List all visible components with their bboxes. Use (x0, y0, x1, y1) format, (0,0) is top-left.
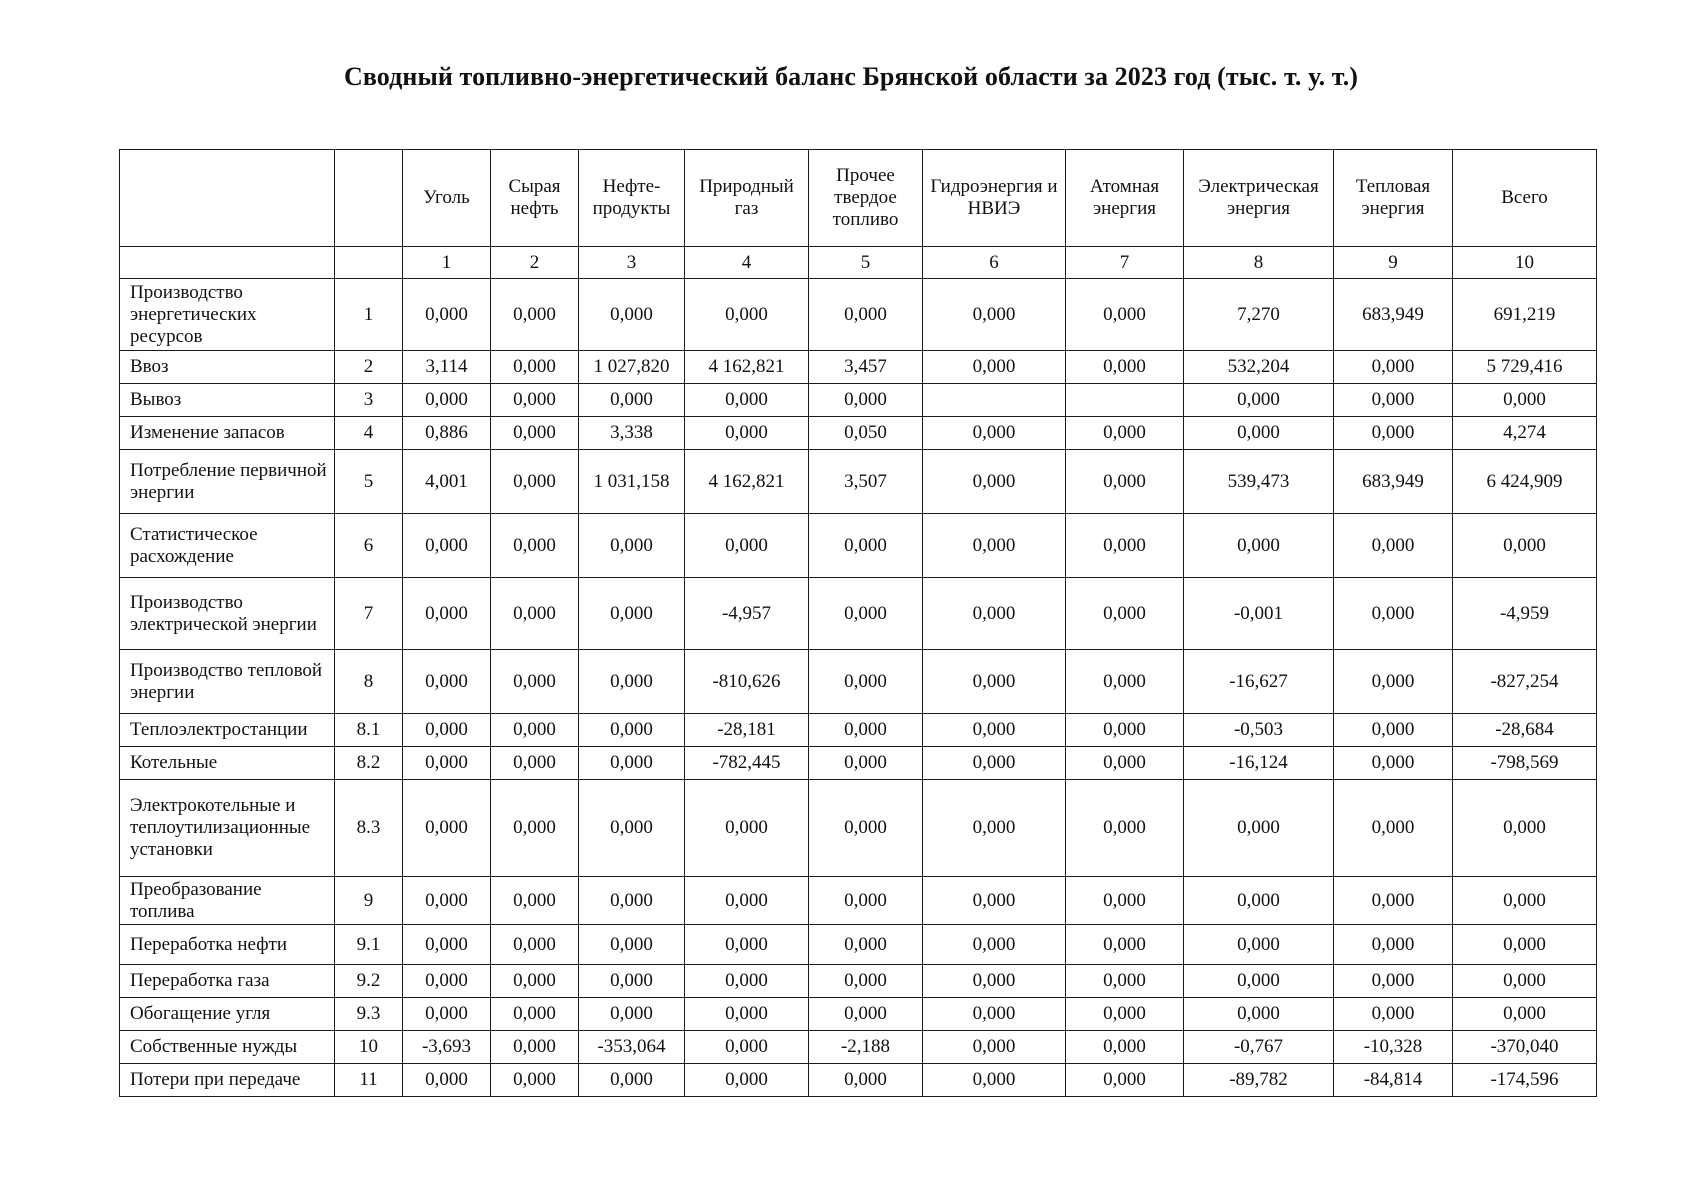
value-cell: 0,000 (685, 514, 809, 578)
value-cell: 3,457 (809, 351, 923, 384)
value-cell: 0,000 (403, 747, 491, 780)
value-cell: -10,328 (1334, 1031, 1453, 1064)
row-label: Переработка нефти (120, 925, 335, 965)
value-cell: 0,000 (685, 279, 809, 351)
value-cell: 0,000 (685, 925, 809, 965)
value-cell: -827,254 (1453, 650, 1597, 714)
value-cell: 0,000 (1334, 514, 1453, 578)
table-row (120, 714, 1597, 747)
value-cell: 0,000 (491, 998, 579, 1031)
value-cell: 0,000 (809, 279, 923, 351)
value-cell: 0,000 (809, 747, 923, 780)
column-number: 6 (923, 247, 1066, 279)
row-label: Собственные нужды (120, 1031, 335, 1064)
row-code: 8.2 (335, 747, 403, 780)
value-cell: -16,627 (1184, 650, 1334, 714)
value-cell: -0,001 (1184, 578, 1334, 650)
value-cell: 0,000 (491, 780, 579, 877)
value-cell: 0,000 (685, 384, 809, 417)
value-cell: 0,000 (1453, 780, 1597, 877)
value-cell: 0,000 (579, 384, 685, 417)
header-corner (120, 150, 335, 247)
row-code: 1 (335, 279, 403, 351)
value-cell: 0,000 (579, 877, 685, 925)
row-code: 9.2 (335, 965, 403, 998)
value-cell: 0,000 (579, 747, 685, 780)
value-cell: 0,000 (1066, 747, 1184, 780)
value-cell: -3,693 (403, 1031, 491, 1064)
table-body (120, 279, 1597, 1097)
value-cell: 0,000 (491, 279, 579, 351)
value-cell: 0,000 (579, 714, 685, 747)
value-cell: 0,000 (1066, 514, 1184, 578)
value-cell: 0,000 (923, 514, 1066, 578)
value-cell: 0,000 (923, 1064, 1066, 1097)
value-cell: 0,000 (1184, 417, 1334, 450)
value-cell: 0,000 (809, 965, 923, 998)
value-cell: -174,596 (1453, 1064, 1597, 1097)
value-cell: 0,000 (579, 925, 685, 965)
row-code: 9.1 (335, 925, 403, 965)
value-cell: 3,338 (579, 417, 685, 450)
table-row (120, 351, 1597, 384)
value-cell: -28,181 (685, 714, 809, 747)
table-row (120, 925, 1597, 965)
value-cell: 683,949 (1334, 279, 1453, 351)
column-number: 1 (403, 247, 491, 279)
value-cell: 0,000 (809, 714, 923, 747)
value-cell: 0,000 (403, 279, 491, 351)
value-cell: -370,040 (1453, 1031, 1597, 1064)
value-cell: -89,782 (1184, 1064, 1334, 1097)
value-cell: 0,000 (491, 450, 579, 514)
column-number: 3 (579, 247, 685, 279)
column-header: Атомная энергия (1066, 150, 1184, 247)
row-code: 8.1 (335, 714, 403, 747)
value-cell: 0,000 (923, 650, 1066, 714)
value-cell: 0,000 (809, 877, 923, 925)
row-label: Потери при передаче (120, 1064, 335, 1097)
row-label: Обогащение угля (120, 998, 335, 1031)
value-cell: 0,000 (1066, 1031, 1184, 1064)
value-cell: 4,001 (403, 450, 491, 514)
value-cell: 0,886 (403, 417, 491, 450)
row-label: Электрокотельные и теплоутилизационные установки (120, 780, 335, 877)
row-label: Вывоз (120, 384, 335, 417)
value-cell: 0,000 (403, 925, 491, 965)
header-row (120, 150, 1597, 247)
value-cell: 0,000 (1066, 1064, 1184, 1097)
value-cell: 0,000 (403, 877, 491, 925)
value-cell: 0,000 (1453, 877, 1597, 925)
row-code: 10 (335, 1031, 403, 1064)
column-header: Тепловая энергия (1334, 150, 1453, 247)
value-cell: 4,274 (1453, 417, 1597, 450)
value-cell: 4 162,821 (685, 450, 809, 514)
value-cell: 0,000 (1066, 714, 1184, 747)
row-code: 2 (335, 351, 403, 384)
value-cell: 0,000 (1334, 965, 1453, 998)
value-cell: 0,000 (403, 1064, 491, 1097)
row-code: 6 (335, 514, 403, 578)
value-cell: 0,000 (1334, 384, 1453, 417)
value-cell: 0,000 (809, 650, 923, 714)
row-label: Потребление первичной энергии (120, 450, 335, 514)
value-cell: 0,000 (1453, 514, 1597, 578)
value-cell: 0,000 (403, 998, 491, 1031)
table-row (120, 650, 1597, 714)
row-label: Теплоэлектростанции (120, 714, 335, 747)
value-cell: 0,000 (923, 747, 1066, 780)
row-label: Переработка газа (120, 965, 335, 998)
row-label: Ввоз (120, 351, 335, 384)
value-cell: 0,000 (809, 578, 923, 650)
value-cell: -84,814 (1334, 1064, 1453, 1097)
value-cell: 0,000 (1184, 514, 1334, 578)
table-row (120, 417, 1597, 450)
value-cell: 0,000 (1066, 965, 1184, 998)
table-row (120, 514, 1597, 578)
value-cell: -0,503 (1184, 714, 1334, 747)
table-row (120, 450, 1597, 514)
column-number-code (335, 247, 403, 279)
value-cell: 0,000 (1334, 877, 1453, 925)
value-cell: 0,000 (809, 925, 923, 965)
value-cell: 0,000 (1334, 578, 1453, 650)
value-cell: -28,684 (1453, 714, 1597, 747)
value-cell: 0,000 (923, 780, 1066, 877)
column-number-corner (120, 247, 335, 279)
value-cell: 3,507 (809, 450, 923, 514)
row-label: Котельные (120, 747, 335, 780)
value-cell: 0,000 (491, 925, 579, 965)
column-number: 8 (1184, 247, 1334, 279)
table-row (120, 747, 1597, 780)
column-header: Сырая нефть (491, 150, 579, 247)
row-label: Производство тепловой энергии (120, 650, 335, 714)
column-header: Природный газ (685, 150, 809, 247)
value-cell: 532,204 (1184, 351, 1334, 384)
row-code: 9.3 (335, 998, 403, 1031)
value-cell: -0,767 (1184, 1031, 1334, 1064)
value-cell: 0,000 (1453, 965, 1597, 998)
value-cell (1066, 384, 1184, 417)
row-label: Статистическое расхождение (120, 514, 335, 578)
column-number: 5 (809, 247, 923, 279)
value-cell: 0,000 (1184, 384, 1334, 417)
column-header: Уголь (403, 150, 491, 247)
value-cell: 0,000 (1066, 780, 1184, 877)
value-cell: 0,000 (579, 650, 685, 714)
value-cell: -2,188 (809, 1031, 923, 1064)
column-header: Нефте-продукты (579, 150, 685, 247)
value-cell: 0,000 (579, 514, 685, 578)
value-cell: 0,000 (579, 998, 685, 1031)
row-code: 8.3 (335, 780, 403, 877)
row-code: 3 (335, 384, 403, 417)
value-cell: 0,000 (685, 417, 809, 450)
value-cell: 0,000 (1334, 780, 1453, 877)
value-cell: 0,000 (491, 417, 579, 450)
row-code: 7 (335, 578, 403, 650)
value-cell: 0,000 (403, 650, 491, 714)
value-cell: 0,000 (809, 384, 923, 417)
value-cell: 0,000 (923, 1031, 1066, 1064)
value-cell: 5 729,416 (1453, 351, 1597, 384)
row-code: 8 (335, 650, 403, 714)
value-cell: 0,000 (579, 279, 685, 351)
value-cell: 0,000 (491, 384, 579, 417)
value-cell: 0,000 (923, 279, 1066, 351)
table-row (120, 965, 1597, 998)
value-cell: 0,000 (1184, 925, 1334, 965)
value-cell: 0,000 (491, 650, 579, 714)
value-cell: 0,050 (809, 417, 923, 450)
value-cell: 7,270 (1184, 279, 1334, 351)
value-cell: -4,959 (1453, 578, 1597, 650)
value-cell: 0,000 (1453, 925, 1597, 965)
column-number: 10 (1453, 247, 1597, 279)
value-cell: 3,114 (403, 351, 491, 384)
row-label: Преобразование топлива (120, 877, 335, 925)
document-title: Сводный топливно-энергетический баланс Брянской области за 2023 год (тыс. т. у. т.) (343, 62, 1359, 91)
value-cell: 0,000 (809, 780, 923, 877)
value-cell: 0,000 (579, 965, 685, 998)
table-row (120, 1031, 1597, 1064)
value-cell: 0,000 (1066, 578, 1184, 650)
value-cell: 0,000 (1066, 450, 1184, 514)
value-cell: 1 031,158 (579, 450, 685, 514)
value-cell: 0,000 (403, 384, 491, 417)
row-label: Производство энергетических ресурсов (120, 279, 335, 351)
value-cell: 0,000 (579, 780, 685, 877)
row-code: 5 (335, 450, 403, 514)
value-cell: 0,000 (491, 1064, 579, 1097)
value-cell: 0,000 (579, 578, 685, 650)
table-row (120, 578, 1597, 650)
value-cell: 683,949 (1334, 450, 1453, 514)
table-row (120, 279, 1597, 351)
value-cell: 0,000 (809, 514, 923, 578)
value-cell: 0,000 (1066, 279, 1184, 351)
value-cell: 0,000 (1334, 714, 1453, 747)
value-cell: -4,957 (685, 578, 809, 650)
value-cell: 0,000 (923, 714, 1066, 747)
value-cell: 0,000 (1453, 384, 1597, 417)
column-number: 7 (1066, 247, 1184, 279)
value-cell: 0,000 (1334, 998, 1453, 1031)
value-cell: 0,000 (1334, 747, 1453, 780)
row-code: 11 (335, 1064, 403, 1097)
value-cell: 0,000 (1066, 650, 1184, 714)
value-cell: 0,000 (923, 450, 1066, 514)
column-number: 4 (685, 247, 809, 279)
value-cell: 0,000 (403, 714, 491, 747)
row-code: 4 (335, 417, 403, 450)
value-cell: 0,000 (1066, 417, 1184, 450)
value-cell: 0,000 (685, 1031, 809, 1064)
column-number: 2 (491, 247, 579, 279)
value-cell: -16,124 (1184, 747, 1334, 780)
value-cell: 0,000 (1184, 780, 1334, 877)
value-cell: 0,000 (685, 780, 809, 877)
value-cell: 0,000 (1066, 998, 1184, 1031)
value-cell: 0,000 (685, 998, 809, 1031)
value-cell: -782,445 (685, 747, 809, 780)
value-cell: 0,000 (491, 877, 579, 925)
value-cell: 0,000 (685, 877, 809, 925)
value-cell: 0,000 (403, 965, 491, 998)
value-cell: 0,000 (491, 351, 579, 384)
value-cell: 539,473 (1184, 450, 1334, 514)
value-cell: 4 162,821 (685, 351, 809, 384)
column-header: Электрическая энергия (1184, 150, 1334, 247)
value-cell: 0,000 (1453, 998, 1597, 1031)
table-row (120, 384, 1597, 417)
value-cell: 0,000 (685, 965, 809, 998)
value-cell: 0,000 (491, 578, 579, 650)
row-code: 9 (335, 877, 403, 925)
value-cell: 0,000 (923, 965, 1066, 998)
value-cell: 0,000 (1066, 925, 1184, 965)
energy-balance-table (119, 149, 1597, 1097)
value-cell: 0,000 (491, 514, 579, 578)
value-cell: 0,000 (1334, 650, 1453, 714)
value-cell: 0,000 (923, 351, 1066, 384)
value-cell: -353,064 (579, 1031, 685, 1064)
value-cell: 0,000 (923, 578, 1066, 650)
value-cell: 1 027,820 (579, 351, 685, 384)
value-cell: 0,000 (1066, 877, 1184, 925)
value-cell: 0,000 (923, 877, 1066, 925)
value-cell: 0,000 (403, 514, 491, 578)
value-cell: 0,000 (923, 417, 1066, 450)
value-cell: 0,000 (923, 998, 1066, 1031)
value-cell: -810,626 (685, 650, 809, 714)
value-cell (923, 384, 1066, 417)
value-cell: 0,000 (923, 925, 1066, 965)
table-row (120, 1064, 1597, 1097)
value-cell: 6 424,909 (1453, 450, 1597, 514)
value-cell: 0,000 (491, 1031, 579, 1064)
value-cell: 0,000 (1066, 351, 1184, 384)
table-row (120, 780, 1597, 877)
value-cell: 0,000 (1334, 925, 1453, 965)
value-cell: 0,000 (579, 1064, 685, 1097)
row-label: Изменение запасов (120, 417, 335, 450)
column-number: 9 (1334, 247, 1453, 279)
value-cell: 0,000 (403, 578, 491, 650)
value-cell: 0,000 (685, 1064, 809, 1097)
value-cell: 0,000 (403, 780, 491, 877)
value-cell: 0,000 (1334, 351, 1453, 384)
column-header: Всего (1453, 150, 1597, 247)
value-cell: 691,219 (1453, 279, 1597, 351)
value-cell: 0,000 (491, 714, 579, 747)
value-cell: 0,000 (1334, 417, 1453, 450)
column-number-row (120, 247, 1597, 279)
value-cell: 0,000 (1184, 877, 1334, 925)
header-code (335, 150, 403, 247)
value-cell: -798,569 (1453, 747, 1597, 780)
table-row (120, 877, 1597, 925)
value-cell: 0,000 (809, 1064, 923, 1097)
column-header: Прочее твердое топливо (809, 150, 923, 247)
value-cell: 0,000 (1184, 998, 1334, 1031)
value-cell: 0,000 (809, 998, 923, 1031)
value-cell: 0,000 (491, 965, 579, 998)
row-label: Производство электрической энергии (120, 578, 335, 650)
column-header: Гидроэнергия и НВИЭ (923, 150, 1066, 247)
table-row (120, 998, 1597, 1031)
value-cell: 0,000 (1184, 965, 1334, 998)
value-cell: 0,000 (491, 747, 579, 780)
